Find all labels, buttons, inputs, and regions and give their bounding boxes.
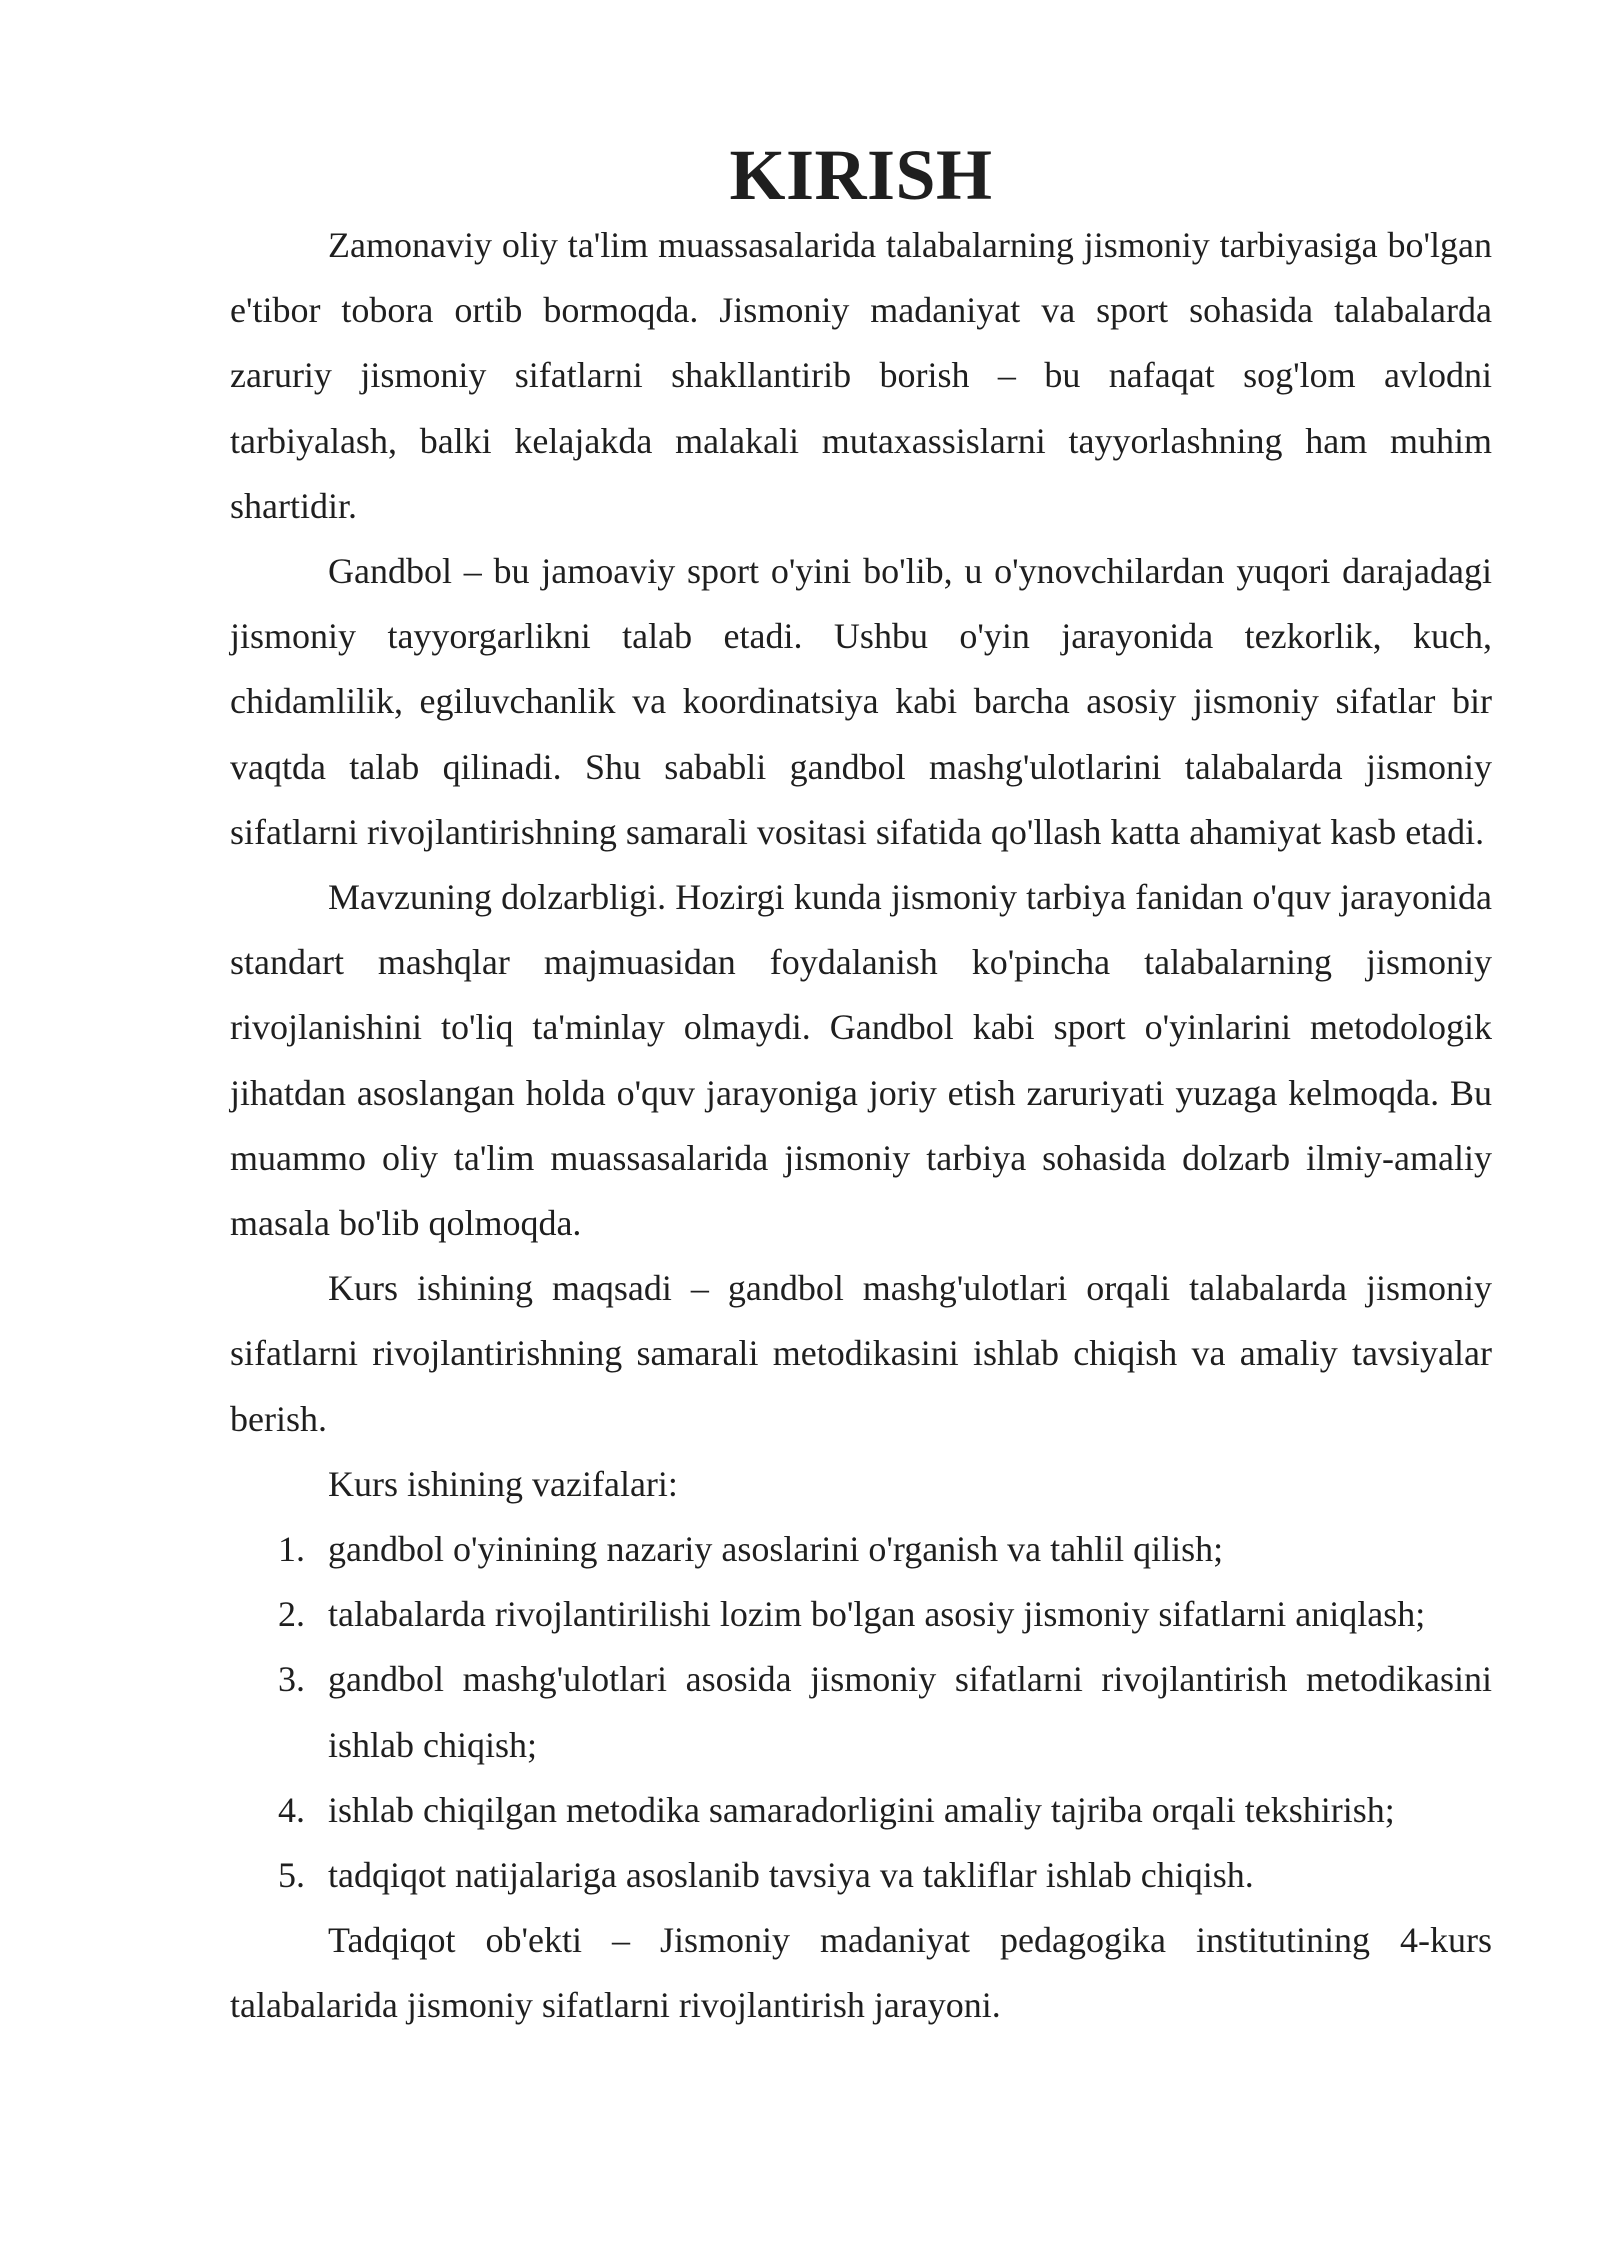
list-item-number: 2. [278,1594,305,1635]
list-item-number: 4. [278,1789,305,1830]
list-item-text: talabalarda rivojlantirilishi lozim bo'lgan asosiy jismoniy sifatlarni aniqlash; [328,1594,1426,1635]
list-item-text: gandbol o'yinining nazariy asoslarini o'rganish va tahlil qilish; [328,1529,1224,1570]
relevance-paragraph: Mavzuning dolzarbligi. Hozirgi kunda jismoniy tarbiya fanidan o'quv jarayonida standart mashqlar majmuasidan foydalanish ko'pincha talabalarning jismoniy rivojlanishini to'liq ta'minlay olmaydi. Gandbol kabi sport o'yinlarini metodologik jihatdan asoslangan holda o'quv jarayoniga joriy etish zaruriyati yuzaga kelmoqda. Bu muammo oliy ta'lim muassasalarida jismoniy tarbiya sohasida dolzarb ilmiy-amaliy masala bo'lib qolmoqda. [230,877,1492,1244]
handball-paragraph: Gandbol – bu jamoaviy sport o'yini bo'lib, u o'ynovchilardan yuqori darajadagi jismoniy tayyorgarlikni talab etadi. Ushbu o'yin jarayonida tezkorlik, kuch, chidamlilik, egiluvchanlik va koordinatsiya kabi barcha asosiy jismoniy sifatlar bir vaqtda talab qilinadi. Shu sababli gandbol mashg'ulotlarini talabalarda jismoniy sifatlarni rivojlantirishning samarali vositasi sifatida qo'llash katta ahamiyat kasb etadi. [230,551,1492,852]
intro-paragraph: Zamonaviy oliy ta'lim muassasalarida talabalarning jismoniy tarbiyasiga bo'lgan e'tibor tobora ortib bormoqda. Jismoniy madaniyat va sport sohasida talabalarda zaruriy jismoniy sifatlarni shakllantirib borish – bu nafaqat sog'lom avlodni tarbiyalash, balki kelajakda malakali mutaxassislarni tayyorlashning ham muhim shartidir. [230,225,1492,526]
list-item [230,1647,1492,1777]
tasks-intro: Kurs ishining vazifalari: [328,1463,678,1504]
list-item [230,1517,1492,1582]
document-body [230,135,1492,2039]
list-item-number: 1. [278,1529,305,1570]
object-paragraph: Tadqiqot ob'ekti – Jismoniy madaniyat pedagogika institutining 4-kurs talabalarida jismoniy sifatlarni rivojlantirish jarayoni. [230,1920,1492,2026]
goal-paragraph: Kurs ishining maqsadi – gandbol mashg'ulotlari orqali talabalarda jismoniy sifatlarni rivojlantirishning samarali metodikasini ishlab chiqish va amaliy tavsiyalar berish. [230,1268,1492,1439]
list-item [230,1582,1492,1647]
list-item-number: 3. [278,1659,305,1700]
list-item [230,1778,1492,1843]
list-item [230,1843,1492,1908]
tasks-list [230,1517,1492,1908]
document-title: KIRISH [729,135,993,215]
list-item-text: tadqiqot natijalariga asoslanib tavsiya va takliflar ishlab chiqish. [328,1855,1254,1896]
list-item-number: 5. [278,1855,305,1896]
list-item-text: ishlab chiqilgan metodika samaradorligini amaliy tajriba orqali tekshirish; [328,1789,1395,1830]
list-item-text: gandbol mashg'ulotlari asosida jismoniy sifatlarni rivojlantirish metodikasini ishlab chiqish; [328,1659,1492,1765]
